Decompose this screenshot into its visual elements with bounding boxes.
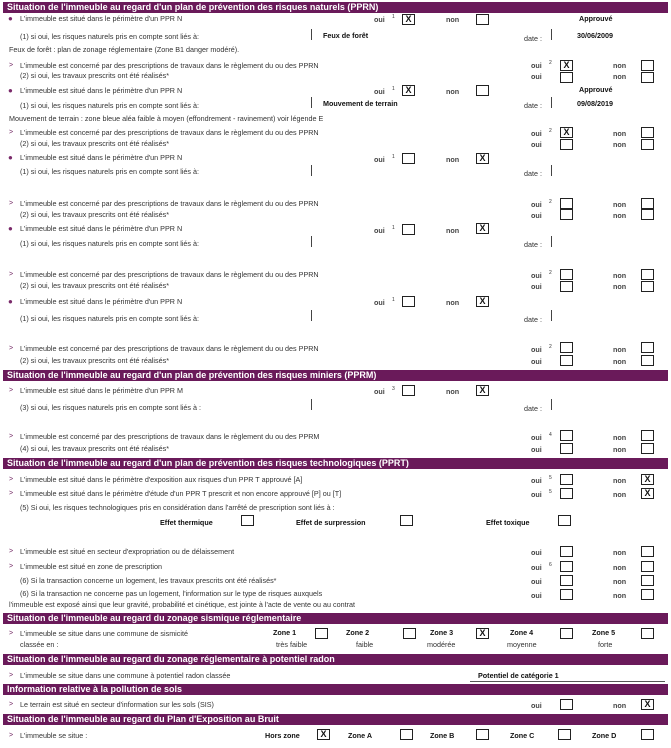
- chevron-right-icon: >: [9, 387, 14, 394]
- effet-thermique-checkbox[interactable]: [241, 515, 254, 526]
- pprn1-concerne-oui-checkbox[interactable]: X: [560, 60, 573, 71]
- pprn4-concerne-oui-checkbox[interactable]: [560, 269, 573, 280]
- zone3-label: Zone 3: [430, 628, 454, 637]
- pprt-prescrit-non-checkbox[interactable]: X: [641, 488, 654, 499]
- pprn5-travaux-non-checkbox[interactable]: [641, 355, 654, 366]
- zone-a-checkbox[interactable]: [400, 729, 413, 740]
- pprn2-concerne-oui-checkbox[interactable]: X: [560, 127, 573, 138]
- zone1-label: Zone 1: [273, 628, 297, 637]
- pprm-travaux-oui-checkbox[interactable]: [560, 443, 573, 454]
- zone2-desc: faible: [356, 640, 374, 649]
- pprn1-concerne-non-checkbox[interactable]: [641, 60, 654, 71]
- pprm-concerne-non-checkbox[interactable]: [641, 430, 654, 441]
- document-page: Situation de l'immeuble au regard d'un plan de prévention des risques naturels (PPRN) ● L'immeuble est situé dans le périmètre d'un PPR N oui 1 X non Approuvé (1) si oui, les risques naturels pris en compte sont liés à: Feux de forêt date : 30/06/2009 Feux de forêt : plan de zonage réglementaire (Zone B1 danger modéré). > L'immeuble est concerné par des prescriptions de travaux dans le règlement du ou des PPRN oui 2 X non (2) si oui, les travaux prescrits ont été réalisés* oui non ● L'immeuble est situé dans le périmètre d'un PPR N oui 1 X non Approuvé (1) si oui, les risques naturels pris en compte sont liés à: Mouvement de terrain date : 09/08/2019 Mouvement de terrain : zone bleue aléa faible à moyen (effondrement - ravinement) voir légende E > L'immeuble est concerné par des prescriptions de travaux dans le règlement du ou des PPRN oui 2 X non (2) si oui, les travaux prescrits ont été réalisés* oui non ● L'immeuble est situé dans le périmètre d'un PPR N oui 1 non X (1) si oui, les risques naturels pris en compte sont liés à: date : > L'immeuble est concerné par des prescriptions de travaux dans le règlement du ou des PPRN oui 2 non (2) si oui, les travaux prescrits ont été réalisés* oui non ● L'immeuble est situé dans le périmètre d'un PPR N oui 1 non X (1) si oui, les risques naturels pris en compte sont liés à: date : > L'immeuble est concerné par des prescriptions de travaux dans le règlement du ou des PPRN oui 2 non (2) si oui, les travaux prescrits ont été réalisés* oui non ● L'immeuble est situé dans le périmètre d'un PPR N oui 1 non X (1) si oui, les risques naturels pris en compte sont liés à: date : > L'immeuble est concerné par des prescriptions de travaux dans le règlement du ou des PPRN oui 2 non (2) si oui, les travaux prescrits ont été réalisés* oui non Situation de l'immeuble au regard d'un plan de prévention des risques miniers (PPRM) > L'immeuble est situé dans le périmètre d'un PPR M oui 3 non X (3) si oui, les risques naturels pris en compte sont liés à : date : > L'immeuble est concerné par des prescriptions de travaux dans le règlement du ou des PPRM oui 4 non (4) si oui, les travaux prescrits ont été réalisés* oui non Situation de l'immeuble au regard d'un plan de prévention des risques technologiques (PPRT) > L'immeuble est situé dans le périmètre d'exposition aux risques d'un PPR T approuvé [A] oui 5 non X > L'immeuble est situé dans le périmètre d'étude d'un PPR T prescrit et non encore approuvé [P] ou [T] oui 5 non X (5) Si oui, les risques technologiques pris en considération dans l'arrêté de prescription sont liés à : Effet thermique Effet de surpression Effet toxique > L'immeuble est situé en secteur d'expropriation ou de délaissement oui non > L'immeuble est situé en zone de prescription oui 6 non (6) Si la transaction concerne un logement, les travaux prescrits ont été réalisés* oui non (6) Si la transaction ne concerne pas un logement, l'information sur le type de risques auxquels oui non l'immeuble est exposé ainsi que leur gravité, probabilité et cinétique, est jointe à l'acte de vente ou au contrat Situation de l'immeuble au regard du zonage sismique réglementaire > L'immeuble se situe dans une commune de sismicité classée en : Zone 1 très faible Zone 2 faible Zone 3 modérée X Zone 4 moyenne Zone 5 forte Situation de l'immeuble au regard du zonage réglementaire à potentiel radon > L'immeuble se situe dans une commune à potentiel radon classée Potentiel de catégorie 1 Information relative à la pollution de sols > Le terrain est situé en secteur d'information sur les sols (SIS) oui non X Situation de l'immeuble au regard du Plan d'Exposition au Bruit > L'immeuble se situe : Hors zone X Zone A Zone B Zone C Zone D: [0, 0, 671, 748]
- pprn2-travaux-oui-checkbox[interactable]: [560, 139, 573, 150]
- date-label: date :: [524, 34, 542, 43]
- section-header-pprm: Situation de l'immeuble au regard d'un plan de prévention des risques miniers (PPRM): [3, 370, 668, 381]
- zone-c-label: Zone C: [510, 731, 535, 740]
- approuve-1: Approuvé: [579, 14, 613, 23]
- pprn2-non-checkbox[interactable]: [476, 85, 489, 96]
- approuve-2: Approuvé: [579, 85, 613, 94]
- radon-value: Potentiel de catégorie 1: [478, 671, 559, 680]
- pprn3-concerne-oui-checkbox[interactable]: [560, 198, 573, 209]
- chevron-right-icon: >: [9, 548, 14, 555]
- pprm-non-checkbox[interactable]: X: [476, 385, 489, 396]
- effet-thermique-label: Effet thermique: [160, 518, 213, 527]
- chevron-right-icon: >: [9, 200, 14, 207]
- bullet-icon: ●: [8, 153, 13, 162]
- chevron-right-icon: >: [9, 732, 14, 739]
- sismique-line1: L'immeuble se situe dans une commune de sismicité: [20, 629, 188, 638]
- pprn1-oui-checkbox[interactable]: X: [402, 14, 415, 25]
- chevron-right-icon: >: [9, 433, 14, 440]
- bruit-line: L'immeuble se situe :: [20, 731, 88, 740]
- pprn2-travaux-non-checkbox[interactable]: [641, 139, 654, 150]
- chevron-right-icon: >: [9, 563, 14, 570]
- chevron-right-icon: >: [9, 345, 14, 352]
- chevron-right-icon: >: [9, 271, 14, 278]
- pprt-line4: L'immeuble est situé en secteur d'expropriation ou de délaissement: [20, 547, 235, 556]
- zone4-label: Zone 4: [510, 628, 534, 637]
- pprt-logement-oui-checkbox[interactable]: [560, 575, 573, 586]
- pprm-oui-checkbox[interactable]: [402, 385, 415, 396]
- travaux-realises-1: (2) si oui, les travaux prescrits ont été réalisés*: [20, 71, 170, 80]
- perimetre-pprm: L'immeuble est situé dans le périmètre d'un PPR M: [20, 386, 183, 395]
- sols-line: Le terrain est situé en secteur d'information sur les sols (SIS): [20, 700, 214, 709]
- bullet-icon: ●: [8, 297, 13, 306]
- concerne-pprm: L'immeuble est concerné par des prescriptions de travaux dans le règlement du ou des PPRM: [20, 432, 320, 441]
- sismique-line2: classée en :: [20, 640, 59, 649]
- zone-a-label: Zone A: [348, 731, 373, 740]
- chevron-right-icon: >: [9, 701, 14, 708]
- risques-pris-1: (1) si oui, les risques naturels pris en compte sont liés à:: [20, 32, 199, 41]
- zone2-label: Zone 2: [346, 628, 370, 637]
- pprn2-oui-checkbox[interactable]: X: [402, 85, 415, 96]
- pprt-expropriation-non-checkbox[interactable]: [641, 546, 654, 557]
- pprn5-travaux-oui-checkbox[interactable]: [560, 355, 573, 366]
- pprt-approuve-oui-checkbox[interactable]: [560, 474, 573, 485]
- zone5-desc: forte: [598, 640, 613, 649]
- risk-mouvement-terrain: Mouvement de terrain: [323, 99, 398, 108]
- pprt-prescription-non-checkbox[interactable]: [641, 561, 654, 572]
- pprn3-travaux-oui-checkbox[interactable]: [560, 209, 573, 220]
- zone5-checkbox[interactable]: [641, 628, 654, 639]
- risk-feux-foret: Feux de forêt: [323, 31, 369, 40]
- non-label: non: [446, 15, 460, 24]
- pprn1-travaux-oui-checkbox[interactable]: [560, 72, 573, 83]
- pprt-line3: (5) Si oui, les risques technologiques pris en considération dans l'arrêté de prescription sont liés à :: [20, 503, 335, 512]
- zone1-desc: très faible: [276, 640, 308, 649]
- section-header-sismique: Situation de l'immeuble au regard du zonage sismique réglementaire: [3, 613, 668, 624]
- pprt-expropriation-oui-checkbox[interactable]: [560, 546, 573, 557]
- pprn2-concerne-non-checkbox[interactable]: [641, 127, 654, 138]
- pprt-non-logement-non-checkbox[interactable]: [641, 589, 654, 600]
- sis-oui-checkbox[interactable]: [560, 699, 573, 710]
- pprt-prescrit-oui-checkbox[interactable]: [560, 488, 573, 499]
- pprt-line1: L'immeuble est situé dans le périmètre d'exposition aux risques d'un PPR T approuvé [A]: [20, 475, 303, 484]
- pprn4-oui-checkbox[interactable]: [402, 224, 415, 235]
- radon-line: L'immeuble se situe dans une commune à potentiel radon classée: [20, 671, 231, 680]
- pprn3-oui-checkbox[interactable]: [402, 153, 415, 164]
- concerne-pprn-1: L'immeuble est concerné par des prescriptions de travaux dans le règlement du ou des PPRN: [20, 61, 319, 70]
- effet-surpression-label: Effet de surpression: [296, 518, 366, 527]
- section-header-pprt: Situation de l'immeuble au regard d'un plan de prévention des risques technologiques (PPRT): [3, 458, 668, 469]
- oui-label: oui: [374, 15, 385, 24]
- note-mouvement-terrain: Mouvement de terrain : zone bleue aléa faible à moyen (effondrement - ravinement) voir légende E: [9, 114, 324, 123]
- zone-d-label: Zone D: [592, 731, 617, 740]
- bullet-icon: ●: [8, 86, 13, 95]
- chevron-right-icon: >: [9, 630, 14, 637]
- pprt-prescription-oui-checkbox[interactable]: [560, 561, 573, 572]
- hors-zone-label: Hors zone: [265, 731, 300, 740]
- zone1-checkbox[interactable]: [315, 628, 328, 639]
- perimetre-pprn-1: L'immeuble est situé dans le périmètre d'un PPR N: [20, 14, 183, 23]
- pprn4-non-checkbox[interactable]: X: [476, 223, 489, 234]
- pprm-concerne-oui-checkbox[interactable]: [560, 430, 573, 441]
- bullet-icon: ●: [8, 224, 13, 233]
- zone5-label: Zone 5: [592, 628, 616, 637]
- pprn4-travaux-oui-checkbox[interactable]: [560, 281, 573, 292]
- section-header-sols: Information relative à la pollution de sols: [3, 684, 668, 695]
- chevron-right-icon: >: [9, 476, 14, 483]
- sis-non-checkbox[interactable]: X: [641, 699, 654, 710]
- pprt-line7: (6) Si la transaction ne concerne pas un logement, l'information sur le type de risques auxquels: [20, 589, 323, 598]
- effet-toxique-label: Effet toxique: [486, 518, 530, 527]
- chevron-right-icon: >: [9, 672, 14, 679]
- chevron-right-icon: >: [9, 490, 14, 497]
- approval-date-1: 30/06/2009: [577, 31, 613, 40]
- pprt-approuve-non-checkbox[interactable]: X: [641, 474, 654, 485]
- effet-toxique-checkbox[interactable]: [558, 515, 571, 526]
- pprn5-concerne-oui-checkbox[interactable]: [560, 342, 573, 353]
- pprt-line5: L'immeuble est situé en zone de prescription: [20, 562, 163, 571]
- effet-surpression-checkbox[interactable]: [400, 515, 413, 526]
- pprn5-non-checkbox[interactable]: X: [476, 296, 489, 307]
- pprn1-non-checkbox[interactable]: [476, 14, 489, 25]
- pprn5-concerne-non-checkbox[interactable]: [641, 342, 654, 353]
- pprt-non-logement-oui-checkbox[interactable]: [560, 589, 573, 600]
- zone3-desc: modérée: [427, 640, 456, 649]
- pprn4-travaux-non-checkbox[interactable]: [641, 281, 654, 292]
- chevron-right-icon: >: [9, 129, 14, 136]
- pprn5-oui-checkbox[interactable]: [402, 296, 415, 307]
- note-feux-foret: Feux de forêt : plan de zonage réglementaire (Zone B1 danger modéré).: [9, 45, 240, 54]
- approval-date-2: 09/08/2019: [577, 99, 613, 108]
- section-header-pprn: Situation de l'immeuble au regard d'un plan de prévention des risques naturels (PPRN): [3, 2, 668, 13]
- pprn4-concerne-non-checkbox[interactable]: [641, 269, 654, 280]
- pprn3-non-checkbox[interactable]: X: [476, 153, 489, 164]
- risques-pprm: (3) si oui, les risques naturels pris en compte sont liés à :: [20, 403, 201, 412]
- zone-b-label: Zone B: [430, 731, 455, 740]
- chevron-right-icon: >: [9, 62, 14, 69]
- zone-d-checkbox[interactable]: [641, 729, 654, 740]
- section-header-radon: Situation de l'immeuble au regard du zonage réglementaire à potentiel radon: [3, 654, 668, 665]
- travaux-pprm: (4) si oui, les travaux prescrits ont été réalisés*: [20, 444, 170, 453]
- zone3-checkbox[interactable]: X: [476, 628, 489, 639]
- hors-zone-checkbox[interactable]: X: [317, 729, 330, 740]
- pprt-line8: l'immeuble est exposé ainsi que leur gravité, probabilité et cinétique, est jointe à l'acte de vente ou au contrat: [9, 600, 355, 609]
- pprm-travaux-non-checkbox[interactable]: [641, 443, 654, 454]
- pprn1-travaux-non-checkbox[interactable]: [641, 72, 654, 83]
- pprn3-concerne-non-checkbox[interactable]: [641, 198, 654, 209]
- pprn3-travaux-non-checkbox[interactable]: [641, 209, 654, 220]
- zone4-desc: moyenne: [507, 640, 537, 649]
- pprt-line2: L'immeuble est situé dans le périmètre d'étude d'un PPR T prescrit et non encore approuvé [P] ou [T]: [20, 489, 342, 498]
- zone-b-checkbox[interactable]: [476, 729, 489, 740]
- pprt-logement-non-checkbox[interactable]: [641, 575, 654, 586]
- zone-c-checkbox[interactable]: [558, 729, 571, 740]
- section-header-bruit: Situation de l'immeuble au regard du Plan d'Exposition au Bruit: [3, 714, 668, 725]
- bullet-icon: ●: [8, 14, 13, 23]
- zone2-checkbox[interactable]: [403, 628, 416, 639]
- zone4-checkbox[interactable]: [560, 628, 573, 639]
- pprt-line6: (6) Si la transaction concerne un logement, les travaux prescrits ont été réalisés*: [20, 576, 277, 585]
